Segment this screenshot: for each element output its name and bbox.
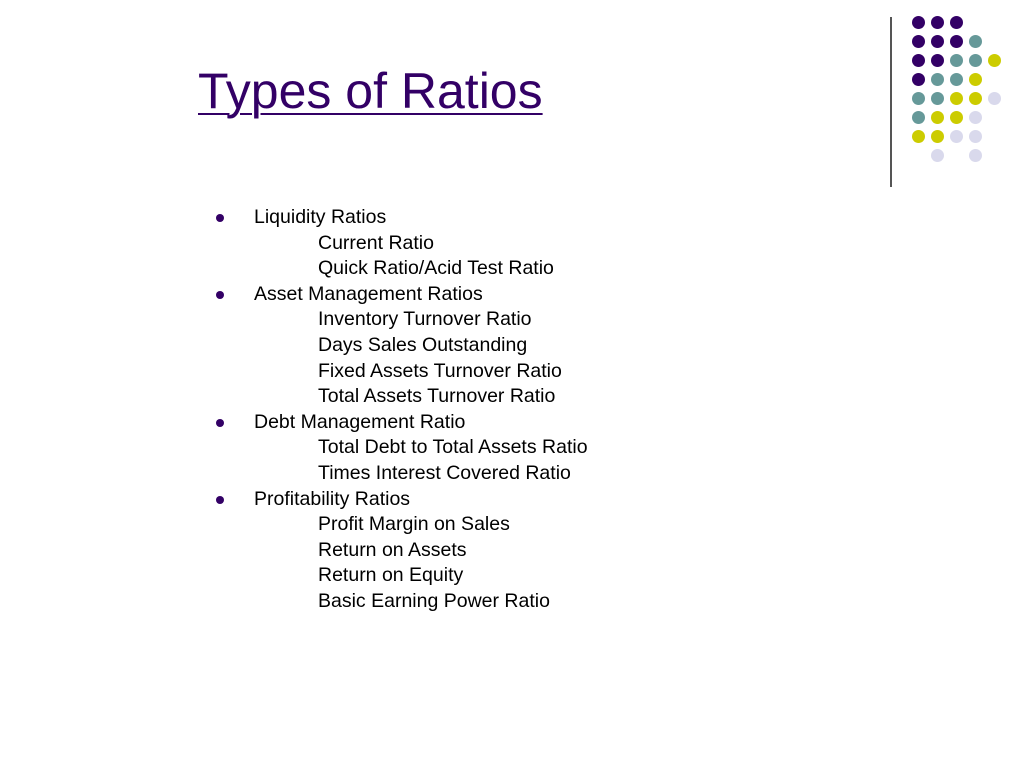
sub-item-text: Inventory Turnover Ratio bbox=[318, 308, 532, 331]
sub-item bbox=[214, 461, 774, 487]
decor-dot bbox=[950, 35, 963, 48]
bullet-marker bbox=[216, 419, 224, 427]
sub-item bbox=[214, 333, 774, 359]
bullet-heading: Profitability Ratios bbox=[254, 487, 411, 510]
decor-dot bbox=[950, 130, 963, 143]
bullet-marker bbox=[216, 214, 224, 222]
sub-item-text: Return on Equity bbox=[318, 564, 464, 587]
decor-dot bbox=[931, 149, 944, 162]
decor-dot bbox=[931, 111, 944, 124]
decor-dot bbox=[912, 35, 925, 48]
bullet-item bbox=[214, 410, 774, 436]
decor-dot bbox=[950, 92, 963, 105]
decor-dot bbox=[950, 54, 963, 67]
decor-dot bbox=[950, 111, 963, 124]
sub-item bbox=[214, 512, 774, 538]
decor-dot bbox=[988, 92, 1001, 105]
decor-dot bbox=[969, 92, 982, 105]
bullet-list bbox=[214, 205, 774, 615]
bullet-item bbox=[214, 205, 774, 231]
decor-dot bbox=[950, 73, 963, 86]
vertical-divider bbox=[890, 17, 892, 187]
sub-item bbox=[214, 589, 774, 615]
sub-item-text: Return on Assets bbox=[318, 538, 467, 561]
sub-item-text: Current Ratio bbox=[318, 231, 434, 254]
bullet-heading: Liquidity Ratios bbox=[254, 206, 387, 228]
decor-dot bbox=[969, 149, 982, 162]
decor-dot bbox=[931, 92, 944, 105]
bullet-marker bbox=[216, 291, 224, 299]
sub-item-text: Times Interest Covered Ratio bbox=[318, 461, 571, 484]
sub-item bbox=[214, 384, 774, 410]
decorative-dot-grid bbox=[912, 16, 1004, 166]
decor-dot bbox=[969, 73, 982, 86]
decor-dot bbox=[931, 16, 944, 29]
decor-dot bbox=[969, 35, 982, 48]
decor-dot bbox=[912, 111, 925, 124]
decor-dot bbox=[912, 92, 925, 105]
sub-item bbox=[214, 307, 774, 333]
decor-dot bbox=[969, 54, 982, 67]
decor-dot bbox=[950, 16, 963, 29]
bullet-heading: Debt Management Ratio bbox=[254, 410, 466, 433]
sub-item-text: Quick Ratio/Acid Test Ratio bbox=[318, 257, 554, 280]
sub-item bbox=[214, 563, 774, 589]
decor-dot bbox=[912, 130, 925, 143]
sub-item bbox=[214, 231, 774, 257]
decor-dot bbox=[988, 54, 1001, 67]
sub-item-text: Basic Earning Power Ratio bbox=[318, 589, 550, 612]
decor-dot bbox=[931, 54, 944, 67]
sub-item-text: Fixed Assets Turnover Ratio bbox=[318, 359, 562, 382]
decor-dot bbox=[931, 130, 944, 143]
decor-dot bbox=[969, 111, 982, 124]
bullet-heading: Asset Management Ratios bbox=[254, 282, 483, 305]
sub-item-text: Profit Margin on Sales bbox=[318, 513, 510, 536]
slide-title: Types of Ratios bbox=[198, 63, 543, 119]
sub-item bbox=[214, 538, 774, 564]
sub-item-text: Total Debt to Total Assets Ratio bbox=[318, 436, 588, 459]
sub-item-text: Total Assets Turnover Ratio bbox=[318, 385, 556, 408]
sub-item bbox=[214, 435, 774, 461]
sub-item-text: Days Sales Outstanding bbox=[318, 333, 528, 356]
bullet-item bbox=[214, 487, 774, 513]
sub-item bbox=[214, 256, 774, 282]
bullet-marker bbox=[216, 496, 224, 504]
decor-dot bbox=[912, 16, 925, 29]
bullet-item bbox=[214, 282, 774, 308]
decor-dot bbox=[912, 73, 925, 86]
decor-dot bbox=[969, 130, 982, 143]
decor-dot bbox=[912, 54, 925, 67]
decor-dot bbox=[931, 35, 944, 48]
sub-item bbox=[214, 359, 774, 385]
decor-dot bbox=[931, 73, 944, 86]
